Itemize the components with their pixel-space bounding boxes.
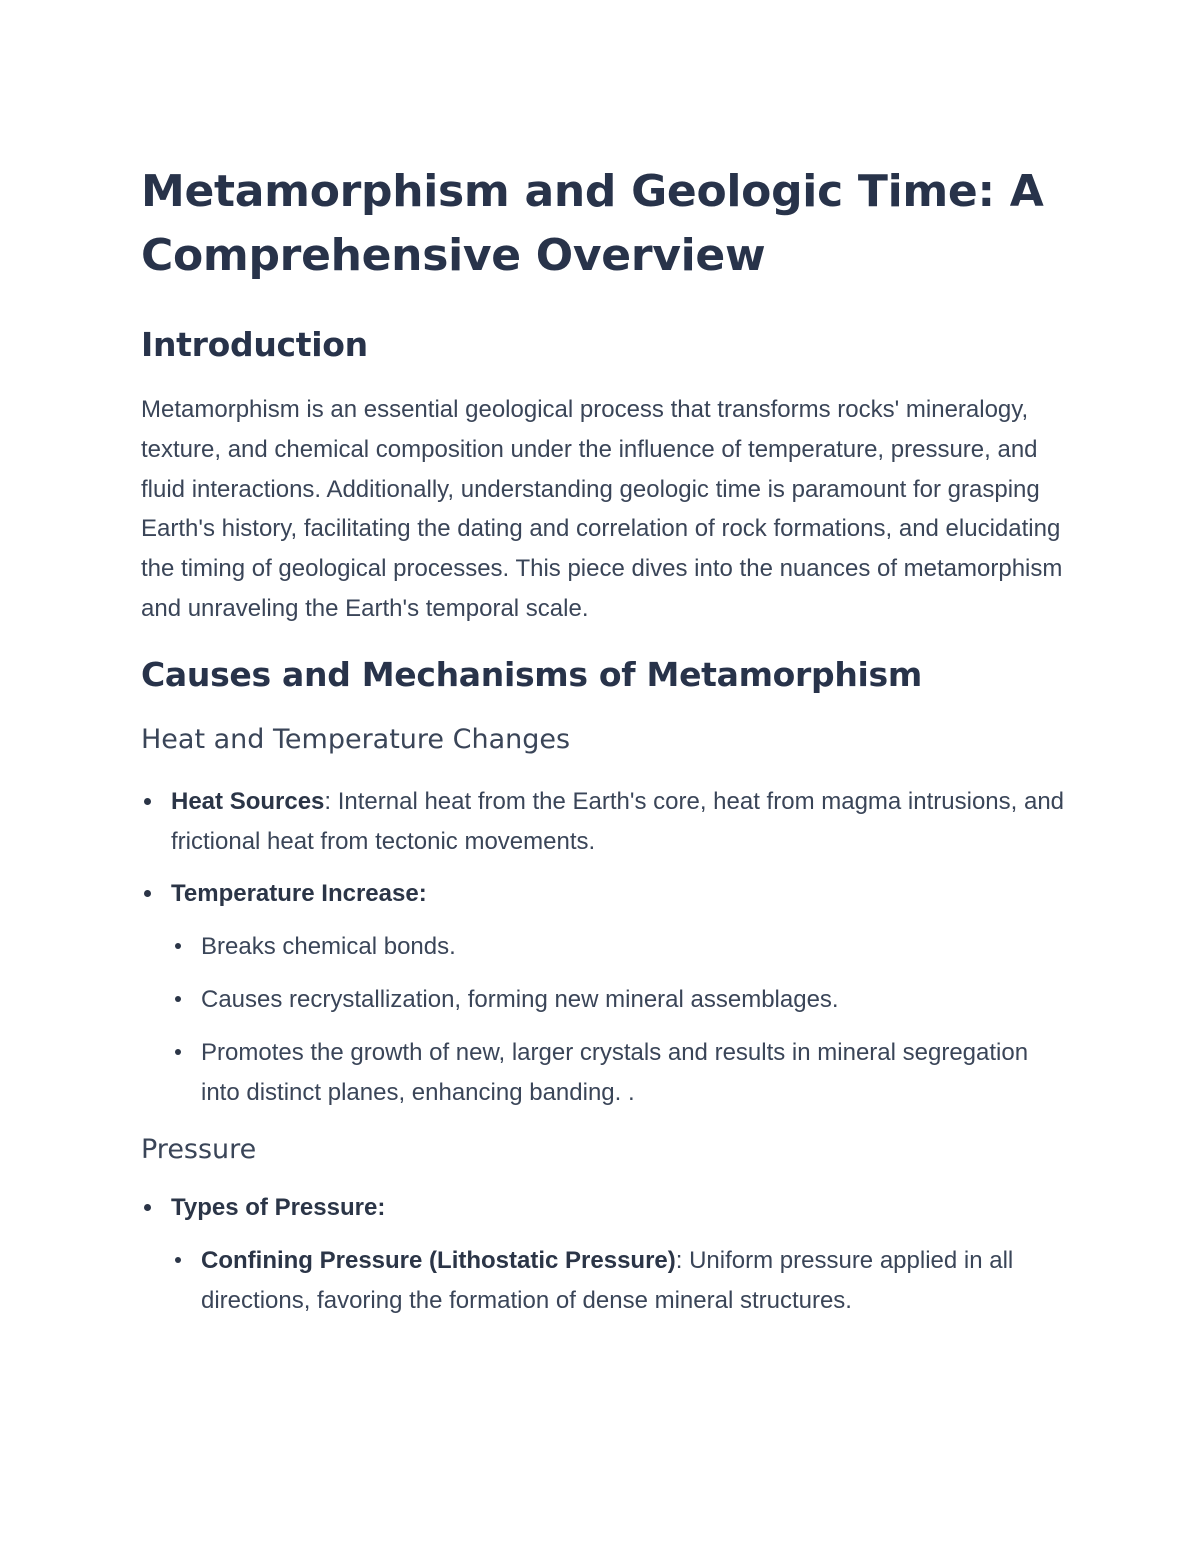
temperature-increase-colon: : xyxy=(418,880,427,908)
list-item-heat-sources xyxy=(141,782,1071,862)
subsection-heading-pressure: Pressure xyxy=(141,1134,257,1166)
list-item-temperature-increase xyxy=(141,874,1071,1112)
list-item-confining-pressure xyxy=(171,1241,1071,1321)
document-title: Metamorphism and Geologic Time: A Comprehensive Overview xyxy=(141,166,1044,281)
confining-pressure-text: : Uniform pressure applied in all directions, favoring the formation of dense mineral structures. xyxy=(201,1247,1014,1314)
subsection-heading-heat: Heat and Temperature Changes xyxy=(141,723,571,755)
confining-pressure-label: Confining Pressure (Lithostatic Pressure) xyxy=(201,1247,676,1275)
types-of-pressure-label: Types of Pressure xyxy=(171,1194,378,1222)
temperature-increase-label: Temperature Increase xyxy=(171,880,419,908)
pressure-types-list xyxy=(171,1241,1071,1321)
pressure-list xyxy=(141,1188,1071,1320)
heat-sources-label: Heat Sources xyxy=(171,787,325,815)
introduction-paragraph: Metamorphism is an essential geological process that transforms rocks' mineralogy, texture, and chemical composition under the influence of temperature, pressure, and fluid interactions. Additionally, understanding geologic time is paramount for grasping Earth's history, facilitating the dating and correlation of rock formations, and elucidating the timing of geological processes. This piece dives into the nuances of metamorphism and unraveling the Earth's temporal scale. xyxy=(141,396,1063,622)
types-of-pressure-colon: : xyxy=(377,1194,386,1222)
list-item: Promotes the growth of new, larger crystals and results in mineral segregation into distinct planes, enhancing banding. . xyxy=(171,1033,1071,1113)
section-heading-introduction: Introduction xyxy=(141,325,368,364)
document-page xyxy=(141,160,1071,1321)
temperature-effects-list xyxy=(171,927,1071,1112)
list-item: Breaks chemical bonds. xyxy=(171,927,1071,967)
list-item: Causes recrystallization, forming new mineral assemblages. xyxy=(171,980,1071,1020)
heat-sources-text: : Internal heat from the Earth's core, heat from magma intrusions, and frictional heat from tectonic movements. xyxy=(171,787,1065,855)
section-heading-causes: Causes and Mechanisms of Metamorphism xyxy=(141,654,922,694)
list-item-types-of-pressure xyxy=(141,1188,1071,1320)
heat-list xyxy=(141,782,1071,1113)
